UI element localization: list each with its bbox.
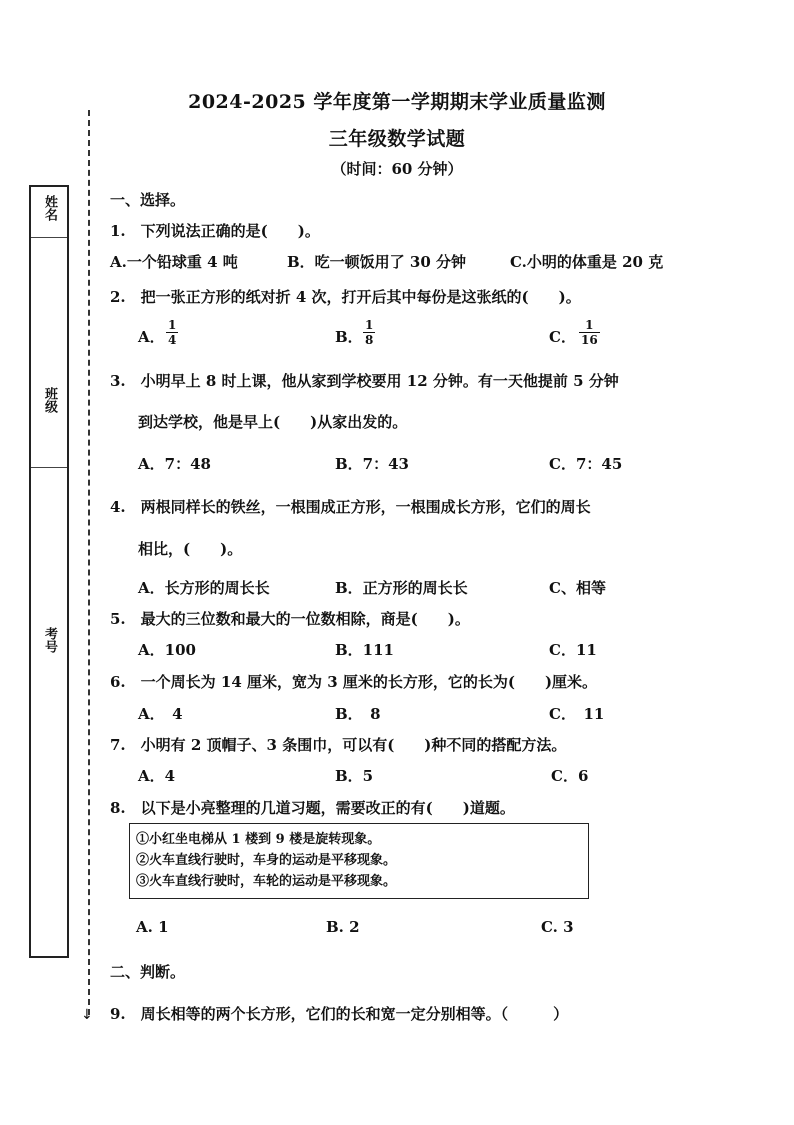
question-8-statement-box (129, 823, 589, 899)
question-7-option-c[interactable]: C．6 (551, 767, 589, 785)
question-2-option-a[interactable]: A． (138, 328, 165, 346)
class-field-divider (31, 467, 67, 468)
section-title: 一、选择。 (110, 191, 186, 209)
question-4-option-a[interactable]: A．长方形的周长长 (138, 579, 270, 597)
question-8-option-a[interactable]: A. 1 (136, 918, 169, 936)
question-6-option-b[interactable]: B． 8 (335, 705, 381, 723)
question-1-option-a[interactable]: A.一个铅球重 4 吨 (110, 253, 238, 271)
section-title: 二、判断。 (110, 963, 186, 981)
question-5-stem: 5. 最大的三位数和最大的一位数相除，商是( )。 (110, 610, 470, 628)
statement-item: ③火车直线行驶时，车轮的运动是平移现象。 (136, 874, 397, 889)
binding-strip (29, 185, 69, 958)
question-1-stem: 1. 下列说法正确的是( )。 (110, 222, 320, 240)
question-2-fraction-c (579, 318, 600, 347)
fraction-numerator: 1 (579, 318, 600, 333)
question-3-option-c[interactable]: C．7：45 (549, 455, 623, 473)
fraction-numerator: 1 (168, 318, 177, 332)
question-4-option-b[interactable]: B．正方形的周长长 (335, 579, 468, 597)
exam-subtitle: 三年级数学试题 (328, 128, 466, 150)
question-8-stem: 8. 以下是小亮整理的几道习题，需要改正的有( )道题。 (110, 799, 515, 817)
question-7-option-a[interactable]: A．4 (138, 767, 176, 785)
question-5-option-a[interactable]: A．100 (138, 641, 196, 659)
fraction-denominator: 16 (581, 333, 598, 347)
question-3-stem-line-1: 3. 小明早上 8 时上课，他从家到学校要用 12 分钟。有一天他提前 5 分钟 (110, 372, 619, 390)
name-field-divider (31, 237, 67, 238)
exam-id-label: 考号 (42, 627, 57, 653)
fraction-denominator: 8 (365, 333, 374, 347)
binding-cut-line (88, 110, 90, 1015)
question-5-option-c[interactable]: C．11 (549, 641, 597, 659)
exam-time: （时间：60 分钟） (331, 160, 463, 178)
question-3-option-a[interactable]: A．7：48 (138, 455, 211, 473)
question-2-fraction-b (363, 318, 375, 347)
name-label: 姓名 (42, 195, 57, 221)
fraction-denominator: 4 (168, 333, 177, 347)
arrow-down-icon: ↓ (81, 1007, 93, 1023)
question-8-option-c[interactable]: C. 3 (541, 918, 574, 936)
question-5-option-b[interactable]: B．111 (335, 641, 394, 659)
question-6-option-a[interactable]: A． 4 (138, 705, 183, 723)
statement-item: ①小红坐电梯从 1 楼到 9 楼是旋转现象。 (136, 832, 381, 847)
question-4-stem-line-2: 相比，( )。 (138, 540, 243, 558)
question-1-option-c[interactable]: C.小明的体重是 20 克 (510, 253, 664, 271)
fraction-numerator: 1 (365, 318, 374, 332)
question-3-option-b[interactable]: B．7：43 (335, 455, 409, 473)
question-2-stem: 2. 把一张正方形的纸对折 4 次，打开后其中每份是这张纸的( )。 (110, 288, 581, 306)
question-1-option-b[interactable]: B．吃一顿饭用了 30 分钟 (287, 253, 466, 271)
question-7-stem: 7. 小明有 2 顶帽子、3 条围巾，可以有( )种不同的搭配方法。 (110, 736, 567, 754)
question-7-option-b[interactable]: B．5 (335, 767, 374, 785)
question-2-fraction-a (166, 318, 178, 347)
question-4-option-c[interactable]: C、相等 (549, 579, 606, 597)
question-6-option-c[interactable]: C． 11 (549, 705, 605, 723)
class-label: 班级 (42, 387, 57, 413)
question-2-option-c[interactable]: C． (549, 328, 576, 346)
question-9-stem: 9. 周长相等的两个长方形，它们的长和宽一定分别相等。（ ） (110, 1005, 569, 1023)
question-8-option-b[interactable]: B. 2 (326, 918, 360, 936)
question-6-stem: 6. 一个周长为 14 厘米，宽为 3 厘米的长方形，它的长为( )厘米。 (110, 673, 598, 691)
question-3-stem-line-2: 到达学校，他是早上( )从家出发的。 (138, 413, 408, 431)
statement-item: ②火车直线行驶时，车身的运动是平移现象。 (136, 853, 397, 868)
exam-title: 2024-2025 学年度第一学期期末学业质量监测 (188, 91, 606, 113)
question-4-stem-line-1: 4. 两根同样长的铁丝，一根围成正方形，一根围成长方形，它们的周长 (110, 498, 591, 516)
question-2-option-b[interactable]: B． (335, 328, 363, 346)
